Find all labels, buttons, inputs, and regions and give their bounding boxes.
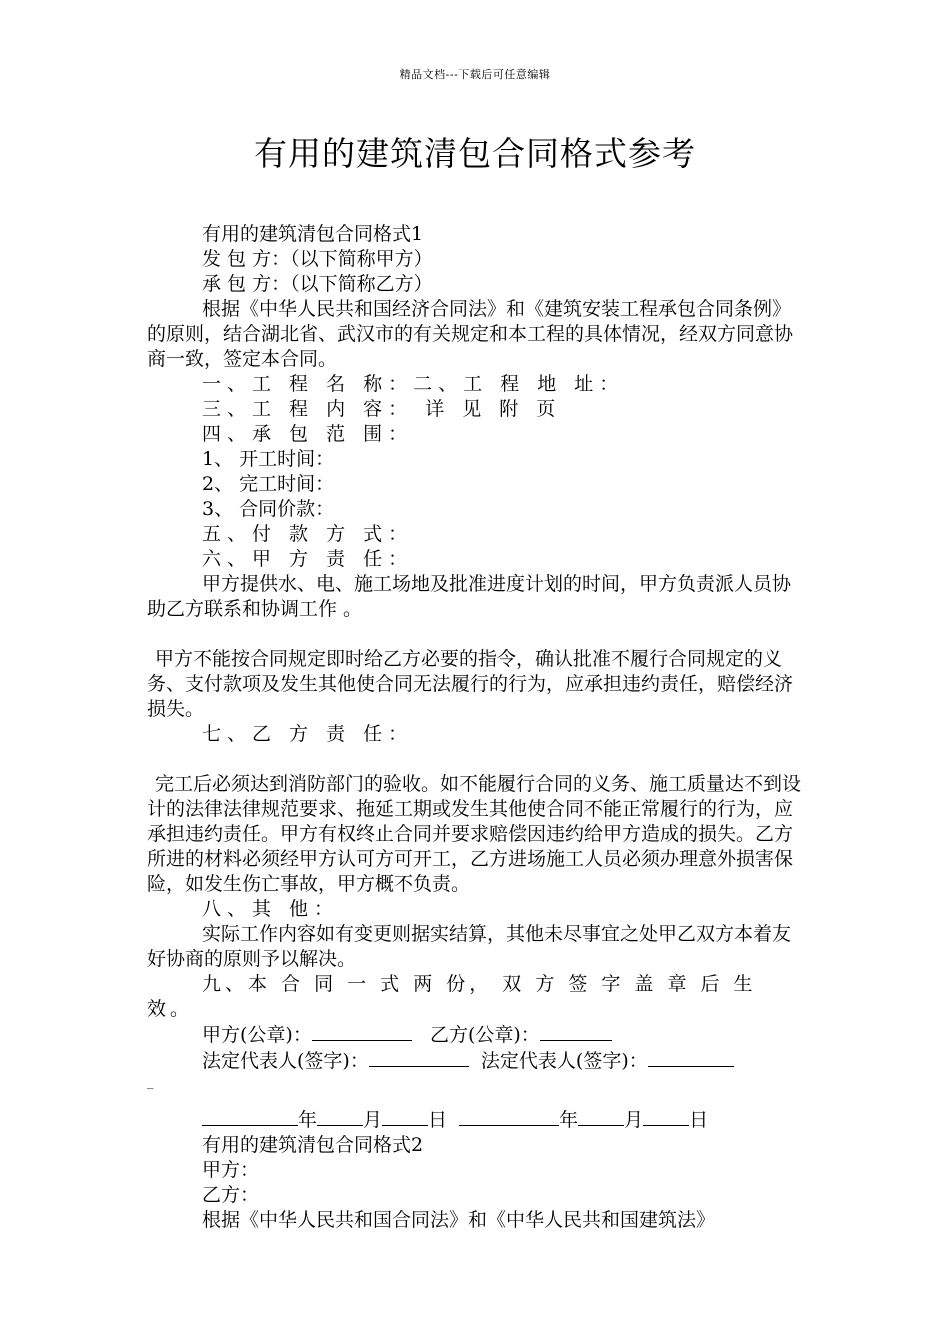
date-b-year-blank xyxy=(459,1107,559,1126)
clause-7: 七、乙 方 责 任： xyxy=(202,723,414,745)
clause-1-2: 一、工 程 名 称：二、工 程 地 址： xyxy=(202,373,625,395)
representative-line xyxy=(147,1048,807,1074)
party-a-seal-label: 甲方(公章)： xyxy=(202,1024,312,1046)
clause-8: 八、其 他： xyxy=(202,898,340,920)
spacer xyxy=(147,1099,807,1107)
seal-line xyxy=(147,1022,807,1048)
date-b-year-label: 年 xyxy=(559,1109,579,1131)
date-b-day-label: 日 xyxy=(689,1109,709,1131)
date-b-month-label: 月 xyxy=(624,1109,644,1131)
party-b-representative-blank xyxy=(648,1048,734,1067)
trailing-underscore: _ xyxy=(147,1075,154,1090)
date-b-month-blank xyxy=(578,1107,624,1126)
date-a-month-label: 月 xyxy=(363,1109,383,1131)
document-title: 有用的建筑清包合同格式参考 xyxy=(254,134,696,173)
spacer xyxy=(147,747,807,772)
item-contract-price: 3、 合同价款： xyxy=(202,498,335,520)
party-b-label-2: 乙方： xyxy=(202,1184,260,1206)
party-b-seal-label: 乙方(公章)： xyxy=(429,1024,540,1046)
date-a-year-blank xyxy=(202,1107,298,1126)
party-a-duty-paragraph-1: 甲方提供水、电、施工场地及批准进度计划的时间，甲方负责派人员协助乙方联系和协调工作 。 xyxy=(147,573,792,620)
party-b-representative-label: 法定代表人(签字)： xyxy=(480,1050,648,1072)
clause-3: 三、工 程 内 容： 详 见 附 页 xyxy=(202,398,562,420)
clause-9: 九、本 合 同 一 式 两 份， 双 方 签 字 盖 章 后 生 效。 xyxy=(147,973,757,1020)
section-heading-2: 有用的建筑清包合同格式2 xyxy=(202,1134,424,1156)
party-b-duty-paragraph: 完工后必须达到消防部门的验收。如不能履行合同的义务、施工质量达不到设计的法律法律规范要求、拖延工期或发生其他使合同不能正常履行的行为，应承担违约责任。甲方有权终止合同并要求赔偿因违约给甲方造成的损失。乙方所进的材料必须经甲方认可方可开工，乙方进场施工人员必须办理意外损害保险，如发生伤亡事故，甲方概不负责。 xyxy=(147,773,802,895)
party-a-label-2: 甲方： xyxy=(202,1159,260,1181)
party-a-representative-blank xyxy=(369,1048,469,1067)
section-heading-1: 有用的建筑清包合同格式1 xyxy=(202,223,424,245)
party-a-seal-blank xyxy=(312,1022,412,1041)
party-b-seal-blank xyxy=(540,1022,612,1041)
date-a-day-label: 日 xyxy=(428,1109,448,1131)
party-a-line: 发 包 方：（以下简称甲方） xyxy=(202,248,433,270)
party-a-representative-label: 法定代表人(签字)： xyxy=(202,1050,369,1072)
document-body xyxy=(147,222,807,1233)
date-line xyxy=(147,1107,807,1133)
date-a-month-blank xyxy=(317,1107,363,1126)
party-b-line: 承 包 方：（以下简称乙方） xyxy=(202,273,433,295)
clause-6: 六、甲 方 责 任： xyxy=(202,548,414,570)
party-a-duty-paragraph-2: 甲方不能按合同规定即时给乙方必要的指令，确认批准不履行合同规定的义务、支付款项及发生其他使合同无法履行的行为，应承担违约责任，赔偿经济损失。 xyxy=(147,648,794,720)
clause-4: 四、承 包 范 围： xyxy=(202,423,414,445)
clause-5: 五、付 款 方 式： xyxy=(202,523,414,545)
spacer xyxy=(147,622,807,647)
preamble-paragraph: 根据《中华人民共和国经济合同法》和《建筑安装工程承包合同条例》的原则，结合湖北省、武汉市的有关规定和本工程的具体情况，经双方同意协商一致，签定本合同。 xyxy=(147,298,794,370)
preamble-paragraph-2: 根据《中华人民共和国合同法》和《中华人民共和国建筑法》 xyxy=(202,1209,716,1231)
other-terms-paragraph: 实际工作内容如有变更则据实结算，其他未尽事宜之处甲乙双方本着友好协商的原则予以解决。 xyxy=(147,923,792,970)
date-a-day-blank xyxy=(382,1107,428,1126)
header-note: 精品文档---下载后可任意编辑 xyxy=(399,68,551,81)
date-b-day-blank xyxy=(643,1107,689,1126)
item-end-time: 2、 完工时间： xyxy=(202,473,335,495)
date-a-year-label: 年 xyxy=(298,1109,318,1131)
item-start-time: 1、 开工时间： xyxy=(202,448,335,470)
